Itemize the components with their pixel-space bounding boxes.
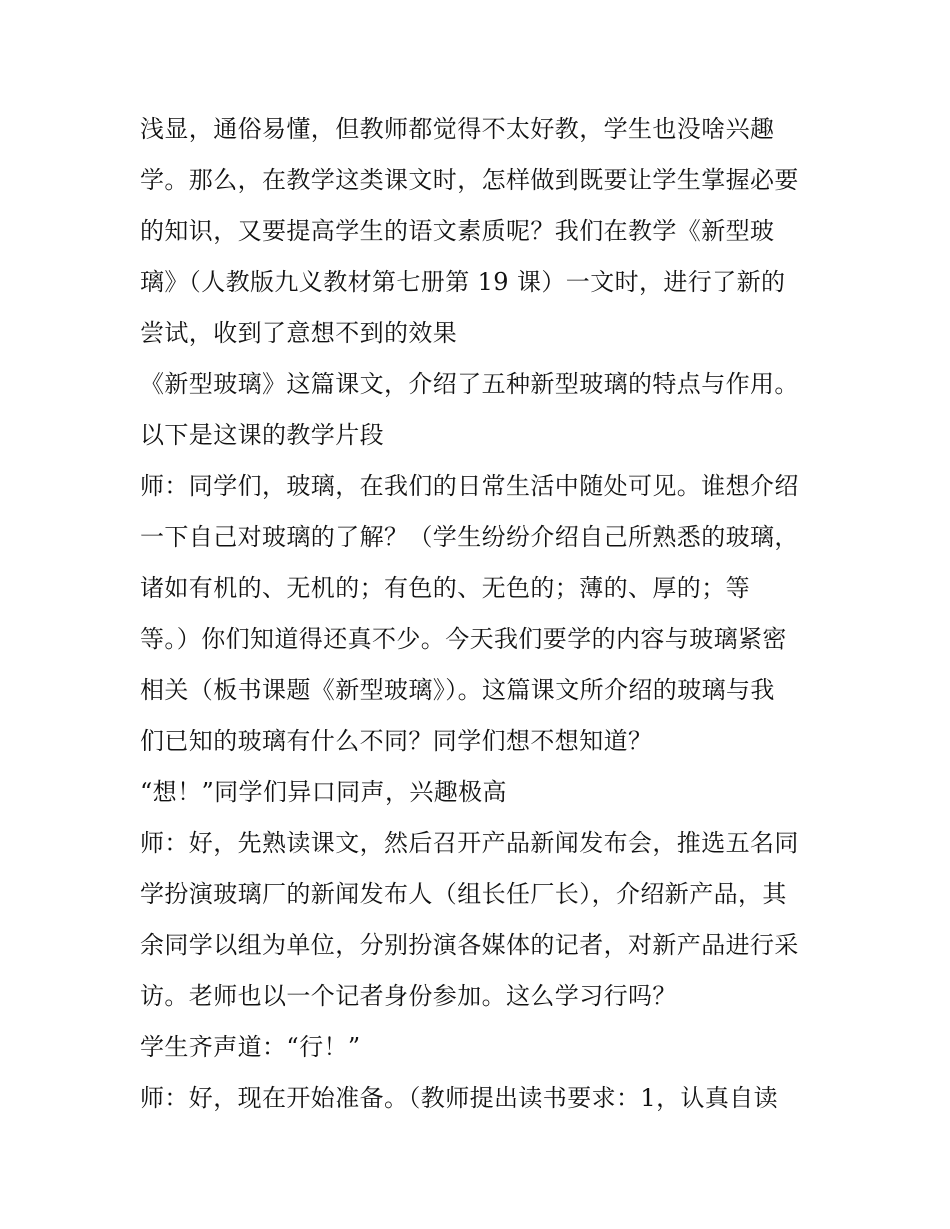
text-line: “想！”同学们异口同声，兴趣极高 xyxy=(140,778,507,806)
text-line: 《新型玻璃》这篇课文，介绍了五种新型玻璃的特点与作用。 xyxy=(140,370,799,398)
text-line: 师：好，现在开始准备。（教师提出读书要求：1，认真自读 xyxy=(140,1084,779,1112)
text-line: 学生齐声道：“行！” xyxy=(140,1033,361,1061)
text-line: 们已知的玻璃有什么不同？同学们想不想知道？ xyxy=(140,727,653,755)
text-line: 浅显，通俗易懂，但教师都觉得不太好教，学生也没啥兴趣 xyxy=(140,115,775,143)
text-line: 余同学以组为单位，分别扮演各媒体的记者，对新产品进行采 xyxy=(140,931,799,959)
text-line: 的知识，又要提高学生的语文素质呢？我们在教学《新型玻 xyxy=(140,217,775,245)
text-line: 学扮演玻璃厂的新闻发布人（组长任厂长），介绍新产品，其 xyxy=(140,880,787,908)
text-line: 璃》（人教版九义教材第七册第 19 课）一文时，进行了新的 xyxy=(140,268,786,296)
text-line: 以下是这课的教学片段 xyxy=(140,421,384,449)
text-line: 访。老师也以一个记者身份参加。这么学习行吗？ xyxy=(140,982,677,1010)
text-line: 一下自己对玻璃的了解？（学生纷纷介绍自己所熟悉的玻璃， xyxy=(140,523,799,551)
text-line: 学。那么，在教学这类课文时，怎样做到既要让学生掌握必要 xyxy=(140,166,799,194)
text-line: 诸如有机的、无机的；有色的、无色的；薄的、厚的；等 xyxy=(140,574,750,602)
text-line: 师：同学们，玻璃，在我们的日常生活中随处可见。谁想介绍 xyxy=(140,472,799,500)
text-line: 尝试，收到了意想不到的效果 xyxy=(140,319,458,347)
text-line: 师：好，先熟读课文，然后召开产品新闻发布会，推选五名同 xyxy=(140,829,799,857)
text-line: 等。）你们知道得还真不少。今天我们要学的内容与玻璃紧密 xyxy=(140,625,787,653)
body-text xyxy=(140,104,830,1124)
text-line: 相关（板书课题《新型玻璃》）。这篇课文所介绍的玻璃与我 xyxy=(140,676,775,704)
